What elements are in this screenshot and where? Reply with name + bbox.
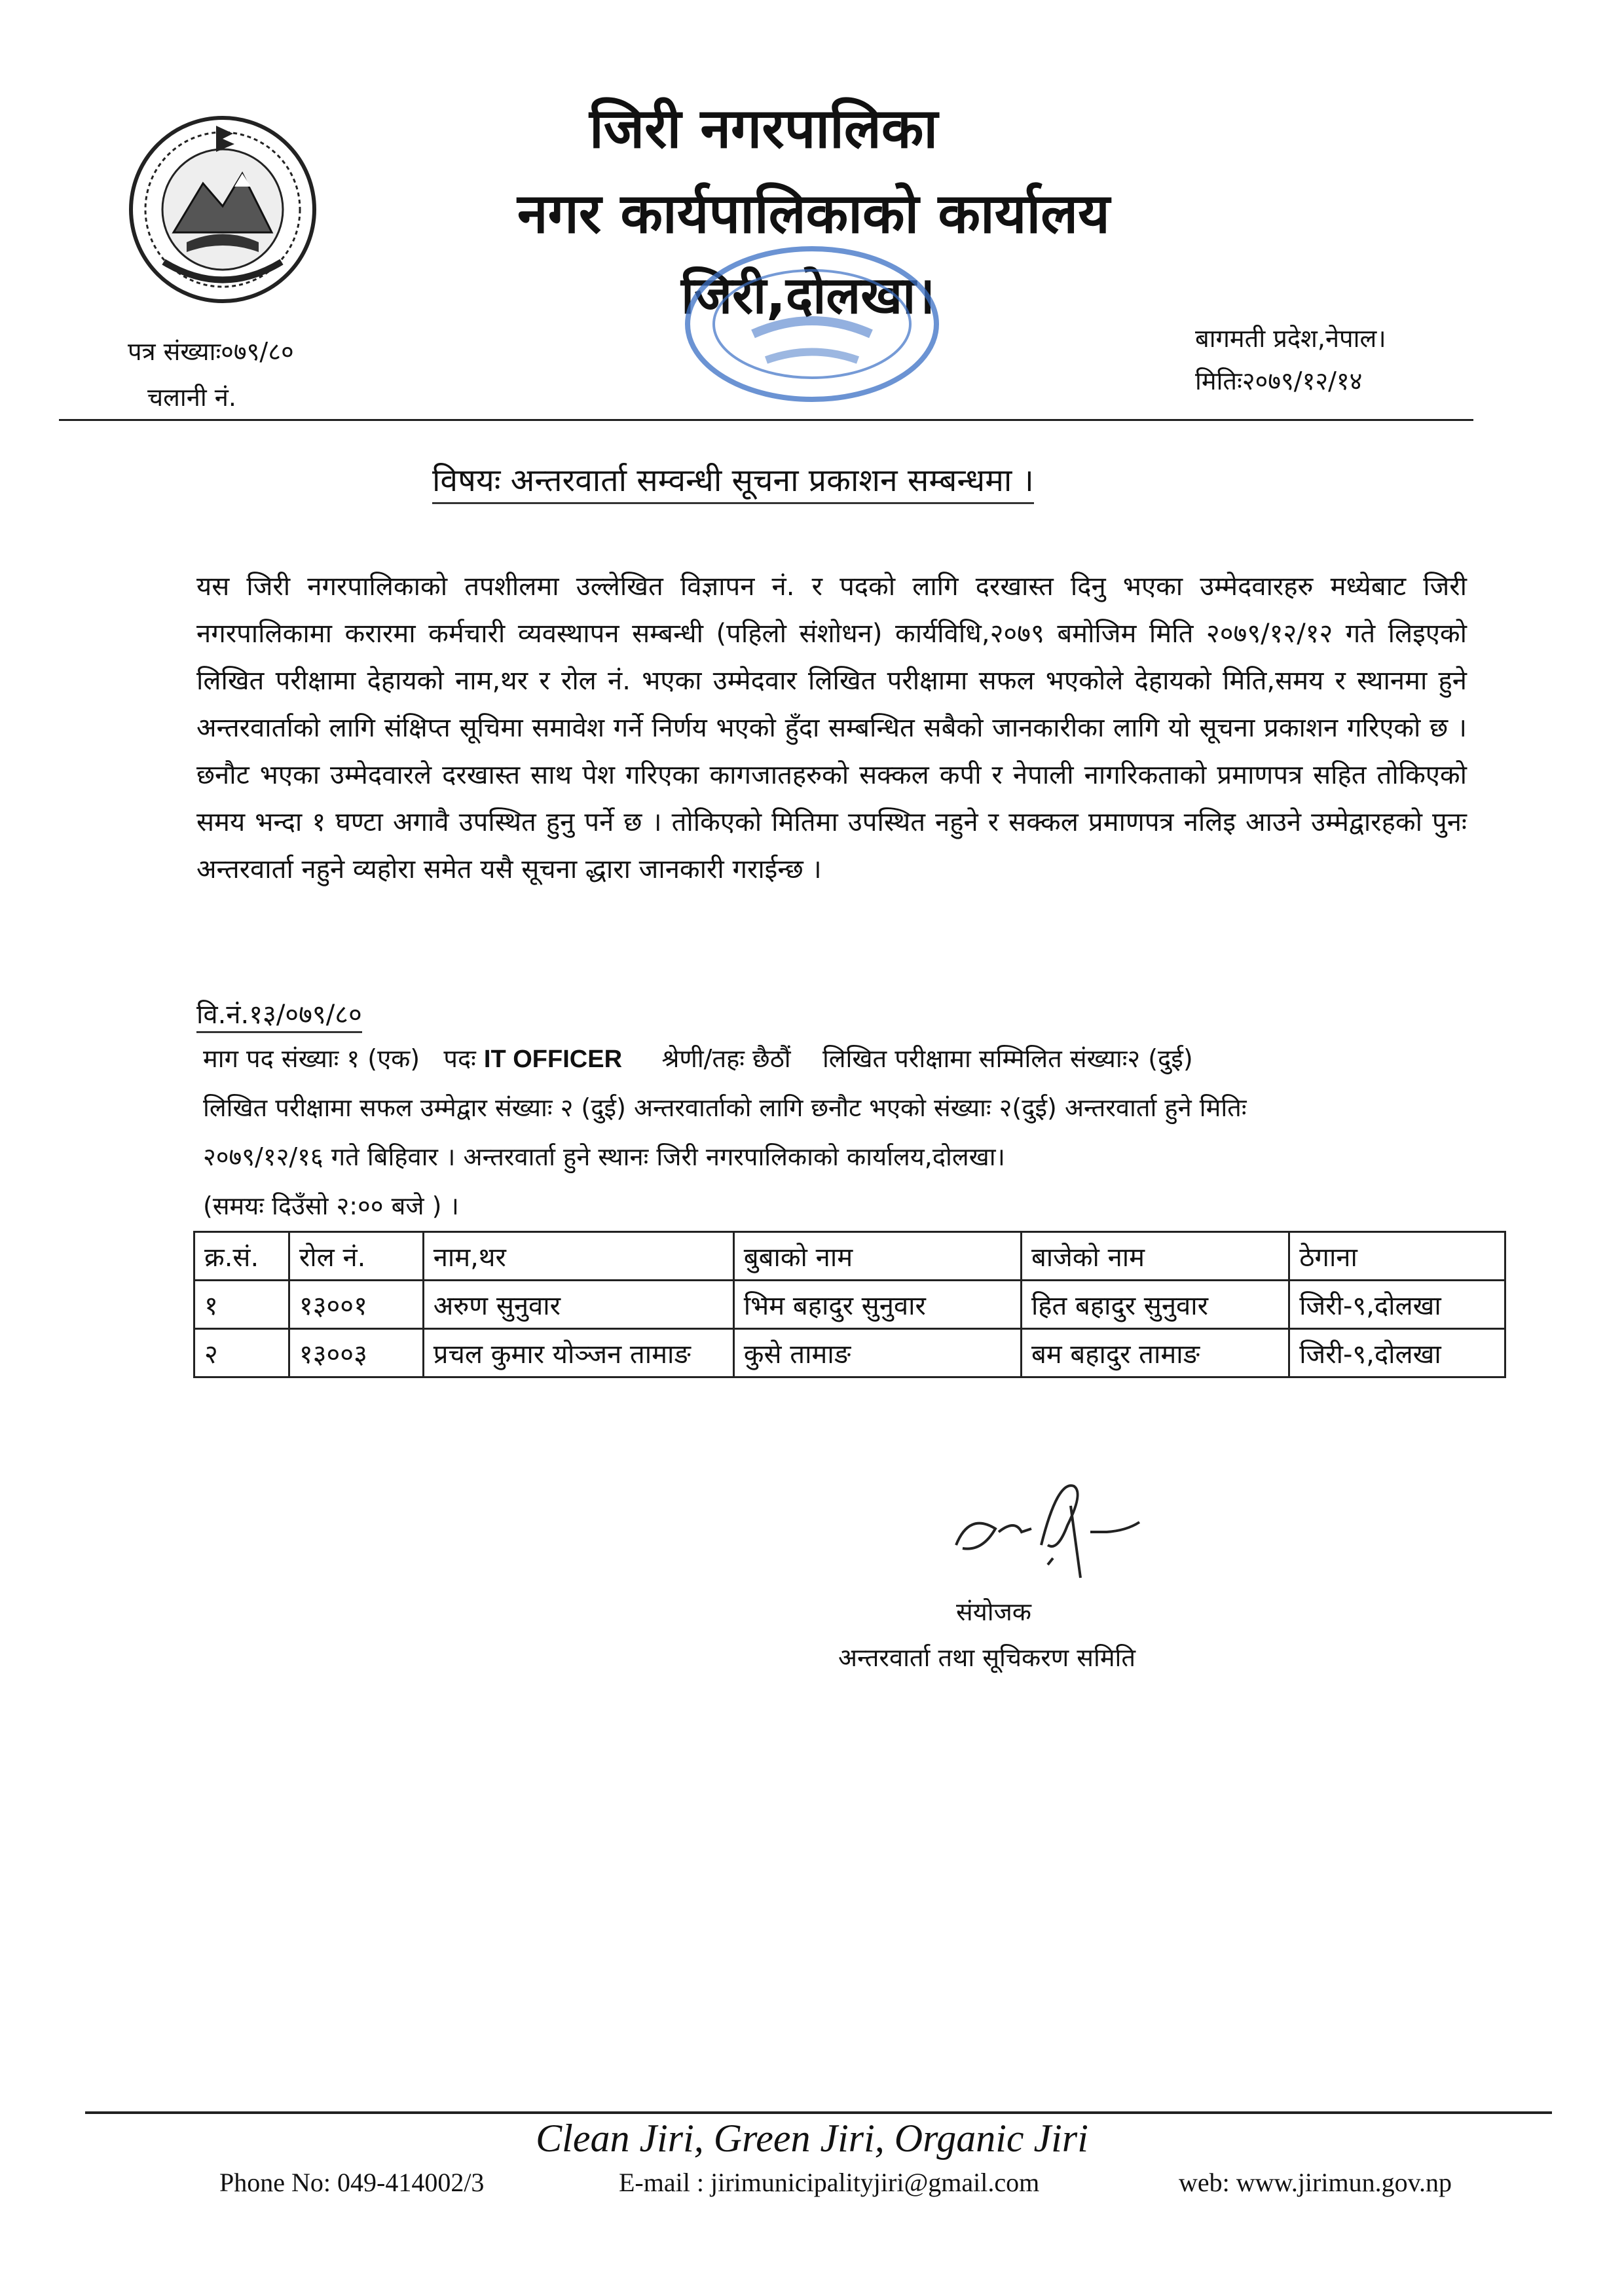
cell-serial: २ [194, 1329, 289, 1377]
table-row [194, 1281, 1505, 1329]
footer-phone: Phone No: 049-414002/3 [219, 2168, 485, 2197]
subject-line: विषयः अन्तरवार्ता सम्वन्धी सूचना प्रकाशन सम्बन्धमा । [432, 458, 1034, 504]
post-level: श्रेणी/तहः छैठौं [661, 1044, 791, 1073]
letter-number: पत्र संख्याः०७९/८० [128, 337, 294, 366]
post-details-line [203, 1041, 1193, 1075]
col-roll: रोल नं. [289, 1232, 423, 1281]
footer-email: E-mail : jirimunicipalityjiri@gmail.com [619, 2168, 1040, 2197]
table-header-row [194, 1232, 1505, 1281]
cell-roll: १३००१ [289, 1281, 423, 1329]
header-divider [59, 419, 1473, 421]
written-participants: लिखित परीक्षामा सम्मिलित संख्याः२ (दुई) [822, 1044, 1193, 1073]
cell-grandfather: हित बहादुर सुनुवार [1021, 1281, 1289, 1329]
post-label: पदः [443, 1044, 476, 1073]
office-seal-stamp-icon [674, 236, 950, 412]
col-name: नाम,थर [423, 1232, 733, 1281]
cell-name: प्रचल कुमार योञ्जन तामाङ [423, 1329, 733, 1377]
col-serial: क्र.सं. [194, 1232, 289, 1281]
interview-selection-line: लिखित परीक्षामा सफल उम्मेद्वार संख्याः २ (दुई) अन्तरवार्ताको लागि छनौट भएको संख्याः २(दुई) अन्तरवार्ता हुने मितिः [203, 1093, 1247, 1122]
col-father: बुबाको नाम [733, 1232, 1021, 1281]
letter-date: मितिः२०७९/१२/१४ [1195, 367, 1363, 395]
dispatch-number: चलानी नं. [147, 383, 236, 412]
municipality-emblem-icon [124, 111, 321, 308]
cell-address: जिरी-९,दोलखा [1289, 1329, 1505, 1377]
advertisement-number: वि.नं.१३/०७९/८० [196, 995, 362, 1033]
office-name: नगर कार्यपालिकाको कार्यालय [517, 181, 1110, 246]
table-row [194, 1329, 1505, 1377]
committee-name: अन्तरवार्ता तथा सूचिकरण समिति [838, 1643, 1136, 1672]
cell-address: जिरी-९,दोलखा [1289, 1281, 1505, 1329]
candidate-table [193, 1231, 1506, 1378]
office-location: जिरी,दोलखा। [681, 266, 935, 325]
notice-body: यस जिरी नगरपालिकाको तपशीलमा उल्लेखित विज्ञापन नं. र पदको लागि दरखास्त दिनु भएका उम्मेदवारहरु मध्येबाट जिरी नगरपालिकामा करारमा कर्मचारी व्यवस्थापन सम्बन्धी (पहिलो संशोधन) कार्यविधि,२०७९ बमोजिम मिति २०७९/१२/१२ गते लिइएको लिखित परीक्षामा देहायको नाम,थर र रोल नं. भएका उम्मेदवार लिखित परीक्षामा सफल भएकोले देहायको मिति,समय र स्थानमा हुने अन्तरवार्ताको लागि संक्षिप्त सूचिमा समावेश गर्ने निर्णय भएको हुँदा सम्बन्धित सबैको जानकारीका लागि यो सूचना प्रकाशन गरिएको छ । छनौट भएका उम्मेदवारले दरखास्त साथ पेश गरिएका कागजातहरुको सक्कल कपी र नेपाली नागरिकताको प्रमाणपत्र सहित तोकिएको समय भन्दा १ घण्टा अगावै उपस्थित हुनु पर्ने छ । तोकिएको मितिमा उपस्थित नहुने र सक्कल प्रमाणपत्र नलिइ आउने उम्मेद्वारहको पुनः अन्तरवार्ता नहुने व्यहोरा समेत यसै सूचना द्धारा जानकारी गराईन्छ । [196, 572, 1467, 884]
footer-divider [85, 2111, 1552, 2114]
posts-count: माग पद संख्याः १ (एक) [203, 1044, 420, 1073]
cell-father: भिम बहादुर सुनुवार [733, 1281, 1021, 1329]
post-value: IT OFFICER [483, 1046, 623, 1073]
cell-serial: १ [194, 1281, 289, 1329]
province: बागमती प्रदेश,नेपाल। [1195, 324, 1386, 353]
interview-time: (समयः दिउँसो २:०० बजे ) । [203, 1192, 459, 1220]
footer-website: web: www.jirimun.gov.np [1179, 2168, 1452, 2197]
cell-grandfather: बम बहादुर तामाङ [1021, 1329, 1289, 1377]
footer-slogan: Clean Jiri, Green Jiri, Organic Jiri [536, 2117, 1088, 2160]
interview-date-place: २०७९/१२/१६ गते बिहिवार । अन्तरवार्ता हुने स्थानः जिरी नगरपालिकाको कार्यालय,दोलखा। [203, 1142, 1005, 1171]
cell-name: अरुण सुनुवार [423, 1281, 733, 1329]
signatory-role: संयोजक [956, 1597, 1031, 1626]
col-address: ठेगाना [1289, 1232, 1505, 1281]
col-grandfather: बाजेको नाम [1021, 1232, 1289, 1281]
handwritten-signature-icon [943, 1467, 1166, 1584]
cell-father: कुसे तामाङ [733, 1329, 1021, 1377]
cell-roll: १३००३ [289, 1329, 423, 1377]
municipality-name: जिरी नगरपालिका [589, 96, 938, 160]
